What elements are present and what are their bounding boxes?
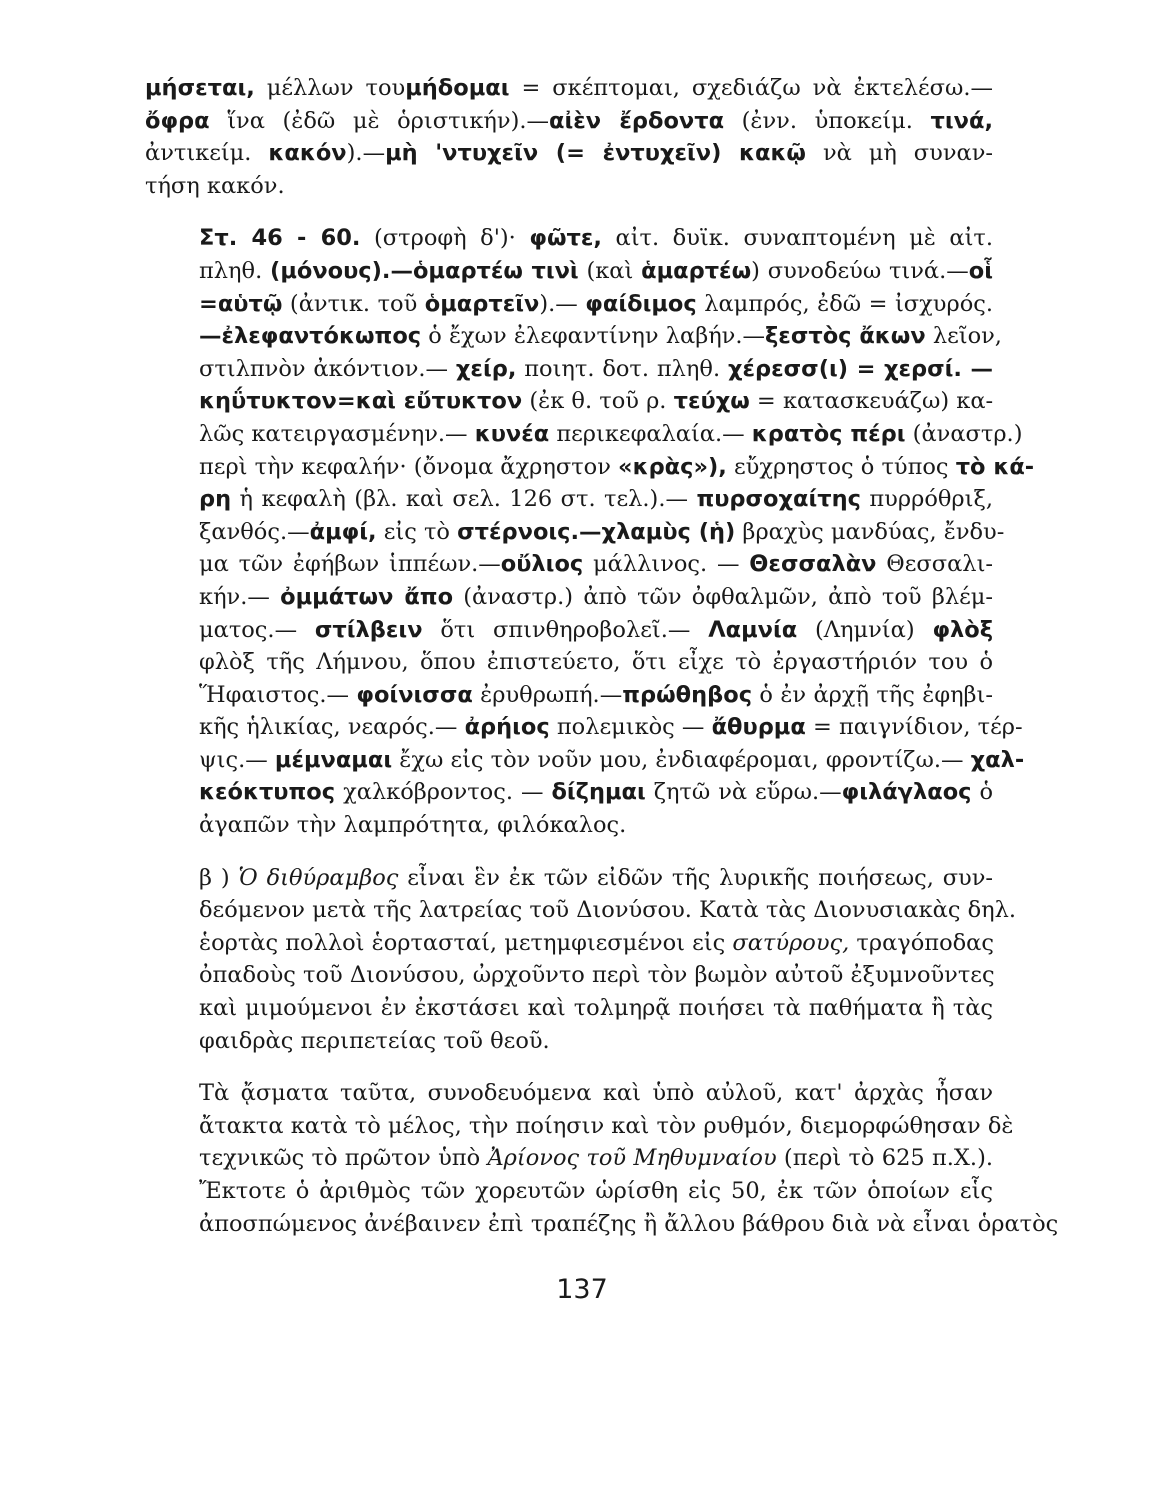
term: φιλάγλαος bbox=[841, 779, 972, 806]
text: ματος.— bbox=[199, 616, 298, 643]
text-line bbox=[145, 581, 993, 614]
term: ἁμαρτέω bbox=[641, 257, 752, 284]
page-number: 137 bbox=[556, 1274, 608, 1305]
term: μέμναμαι bbox=[274, 746, 393, 773]
term: =αὑτῷ bbox=[199, 290, 283, 317]
term: μήδομαι bbox=[405, 75, 510, 101]
text: περικεφαλαία.— bbox=[549, 420, 745, 447]
term: κεόκτυπος bbox=[199, 779, 336, 806]
text-line bbox=[145, 255, 993, 288]
text-line bbox=[145, 711, 1023, 744]
term: τεύχω bbox=[673, 388, 750, 415]
body-paragraph-songs bbox=[145, 1077, 1059, 1240]
term: οὔλιος bbox=[500, 551, 584, 578]
text-line bbox=[145, 170, 993, 203]
text-line bbox=[145, 418, 1023, 451]
text: μα τῶν ἐφήβων ἱππέων.— bbox=[199, 551, 501, 578]
text: φλὸξ τῆς Λήμνου, ὅπου ἐπιστεύετο, ὅτι εἶχε τὸ ἐργαστήριόν του ὁ bbox=[199, 649, 993, 676]
text-line bbox=[145, 862, 993, 895]
term: πυρσοχαίτης bbox=[696, 486, 861, 513]
text: ἔχω εἰς τὸν νοῦν μου, ἐνδιαφέρομαι, φροντίζω.— bbox=[392, 746, 964, 773]
text: (ἐκ θ. τοῦ ρ. bbox=[522, 388, 667, 415]
text: λεῖον, bbox=[925, 323, 1002, 350]
text-line bbox=[145, 516, 1005, 549]
text: β ) bbox=[199, 864, 239, 891]
term: τὸ κά- bbox=[955, 453, 1035, 480]
text-line bbox=[145, 776, 993, 809]
text: ἵνα (ἐδῶ μὲ ὁριστικήν).— bbox=[209, 107, 550, 134]
text: τραγόποδας bbox=[849, 929, 994, 956]
text: ἑορτὰς πολλοὶ ἑορτασταί, μετημφιεσμένοι εἰς bbox=[199, 929, 726, 956]
text-line bbox=[145, 1077, 993, 1110]
term: ὄφρα bbox=[145, 107, 210, 134]
text: Ἥφαιστος.— bbox=[199, 681, 349, 708]
text: ἀγαπῶν τὴν λαμπρότητα, φιλόκαλος. bbox=[199, 812, 627, 839]
text: Ἔκτοτε ὁ ἀριθμὸς τῶν χορευτῶν ὡρίσθη εἰς 50, ἐκ τῶν ὁποίων εἷς bbox=[199, 1178, 993, 1204]
term: φαίδιμος bbox=[585, 290, 697, 317]
glossary-paragraph-1 bbox=[145, 72, 993, 202]
italic-term: Ὁ διθύραμβος bbox=[238, 864, 399, 891]
text-line bbox=[145, 744, 1025, 777]
text: ἄτακτα κατὰ τὸ μέλος, τὴν ποίησιν καὶ τὸν ρυθμόν, διεμορφώθησαν δὲ bbox=[199, 1112, 1014, 1139]
text-line bbox=[145, 894, 1017, 927]
italic-term: Ἀρίονος τοῦ Μηθυμναίου bbox=[487, 1145, 777, 1172]
term: οἷ bbox=[968, 257, 994, 284]
term: ὀμμάτων ἄπο bbox=[280, 583, 454, 610]
term: κυνέα bbox=[474, 420, 550, 447]
term: τινά, bbox=[930, 107, 993, 134]
term: χείρ, bbox=[455, 355, 517, 382]
term: δίζημαι bbox=[551, 779, 646, 806]
text: λῶς κατειργασμένην.— bbox=[199, 420, 468, 447]
body-paragraph-dithyramb bbox=[145, 862, 1017, 1058]
text: βραχὺς μανδύας, ἔνδυ- bbox=[735, 518, 1005, 545]
text-line bbox=[145, 992, 993, 1025]
text: φαιδρὰς περιπετείας τοῦ θεοῦ. bbox=[199, 1027, 550, 1054]
term: ἀμφί, bbox=[309, 518, 377, 545]
term: κηΰτυκτον=καὶ εὔτυκτον bbox=[199, 388, 523, 415]
page-content bbox=[145, 72, 1059, 1240]
text: (ἀναστρ.) ἀπὸ τῶν ὀφθαλμῶν, ἀπὸ τοῦ βλέμ- bbox=[453, 583, 993, 610]
term: μήσεται, bbox=[145, 75, 255, 101]
text: ).— bbox=[346, 140, 386, 167]
term: ἄθυρμα bbox=[711, 714, 806, 741]
term: κρατὸς πέρι bbox=[751, 420, 906, 447]
text-line bbox=[145, 105, 993, 138]
text-line bbox=[145, 1175, 993, 1208]
text: εἰς τὸ bbox=[376, 518, 450, 545]
text: πληθ. bbox=[199, 257, 263, 284]
term: κακόν bbox=[268, 140, 347, 167]
text: ἡ κεφαλὴ (βλ. καὶ σελ. 126 στ. τελ.).— bbox=[231, 486, 688, 513]
glossary-paragraph-2 bbox=[145, 222, 1035, 841]
text-line bbox=[145, 927, 993, 960]
text: (Λημνία) bbox=[797, 616, 915, 643]
text: ἀποσπώμενος ἀνέβαινεν ἐπὶ τραπέζης ἢ ἄλλου βάθρου διὰ νὰ εἶναι ὁρατὸς bbox=[199, 1210, 1059, 1237]
text: αἰτ. δυϊκ. συναπτομένη μὲ αἰτ. bbox=[601, 225, 993, 252]
term: πρώθηβος bbox=[622, 681, 753, 708]
text: καὶ μιμούμενοι ἐν ἐκστάσει καὶ τολμηρᾷ ποιήσει τὰ παθήματα ἢ τὰς bbox=[199, 995, 993, 1022]
text: περὶ τὴν κεφαλήν· (ὄνομα ἄχρηστον bbox=[199, 453, 611, 480]
term: αἰὲν ἔρδοντα bbox=[549, 107, 725, 134]
text: ὅτι σπινθηροβολεῖ.— bbox=[422, 616, 691, 643]
text: ).— bbox=[539, 290, 578, 317]
term: (μόνους).—ὁμαρτέω τινὶ bbox=[270, 257, 579, 284]
text-line bbox=[145, 222, 993, 255]
text-line bbox=[145, 288, 993, 321]
text: χαλκόβροντος. — bbox=[335, 779, 544, 806]
text: ψις.— bbox=[199, 746, 268, 773]
text: ἐρυθρωπή.— bbox=[472, 681, 623, 708]
text-line bbox=[145, 1110, 1014, 1143]
italic-term: σατύρους, bbox=[732, 929, 850, 956]
text: κήν.— bbox=[199, 583, 270, 610]
term: στίλβειν bbox=[314, 616, 423, 643]
text-line bbox=[145, 959, 993, 992]
text: ζητῶ νὰ εὕρω.— bbox=[645, 779, 842, 806]
text: εἶναι ἓν ἐκ τῶν εἰδῶν τῆς λυρικῆς ποιήσεως, συν- bbox=[398, 864, 994, 891]
text: (ἀναστρ.) bbox=[905, 420, 1023, 447]
text: κῆς ἡλικίας, νεαρός.— bbox=[199, 714, 458, 741]
text: ὀπαδοὺς τοῦ Διονύσου, ὠρχοῦντο περὶ τὸν βωμὸν αὐτοῦ ἐξυμνοῦντες bbox=[199, 962, 995, 989]
term: φῶτε, bbox=[529, 225, 602, 252]
text: πυρρόθριξ, bbox=[860, 486, 994, 513]
term: φοίνισσα bbox=[356, 681, 473, 708]
text: = σκέπτομαι, σχεδιάζω νὰ ἐκτελέσω.— bbox=[509, 75, 994, 101]
text: ὁ ἐν ἀρχῇ τῆς ἐφηβι- bbox=[752, 681, 993, 708]
text-line bbox=[145, 320, 1002, 353]
text: ἀντικείμ. bbox=[145, 140, 252, 167]
text: πολεμικὸς — bbox=[549, 714, 705, 741]
term: ἀρήιος bbox=[464, 714, 550, 741]
text: (στροφὴ δ')· bbox=[360, 225, 516, 252]
text: νὰ μὴ συναν- bbox=[806, 140, 993, 167]
text-line bbox=[145, 679, 993, 712]
text-line bbox=[145, 1208, 1059, 1241]
text: (καὶ bbox=[578, 257, 634, 284]
text-line bbox=[145, 548, 993, 581]
term: φλὸξ bbox=[932, 616, 994, 643]
text: ξανθός.— bbox=[199, 518, 310, 545]
text-line bbox=[145, 137, 993, 170]
text-line bbox=[145, 1142, 993, 1175]
text: δεόμενον μετὰ τῆς λατρείας τοῦ Διονύσου. Κατὰ τὰς Διονυσιακὰς δηλ. bbox=[199, 897, 1017, 924]
term: στέρνοις.—χλαμὺς (ἡ) bbox=[457, 518, 736, 545]
term: ρη bbox=[199, 486, 232, 513]
term: ὁμαρτεῖν bbox=[424, 290, 540, 317]
text: Θεσσαλι- bbox=[876, 551, 993, 578]
term: ξεστὸς ἄκων bbox=[765, 323, 926, 350]
text: τεχνικῶς τὸ πρῶτον ὑπὸ bbox=[199, 1145, 481, 1172]
text-line bbox=[145, 385, 993, 418]
text: (ἀντικ. τοῦ bbox=[282, 290, 418, 317]
text-line bbox=[145, 353, 993, 386]
text: ) συνοδεύω τινά.— bbox=[751, 257, 969, 284]
text: λαμπρός, ἐδῶ = ἰσχυρός. bbox=[696, 290, 993, 317]
text: = παιγνίδιον, τέρ- bbox=[805, 714, 1023, 741]
text-line bbox=[145, 646, 993, 679]
text: στιλπνὸν ἀκόντιον.— bbox=[199, 355, 449, 382]
text-line bbox=[145, 72, 993, 105]
text-line bbox=[145, 809, 993, 842]
text-line bbox=[145, 614, 993, 647]
term: χαλ- bbox=[970, 746, 1025, 773]
text: μάλλινος. — bbox=[583, 551, 740, 578]
term: Θεσσαλὰν bbox=[749, 551, 877, 578]
text: (ἐνν. ὑποκείμ. bbox=[724, 107, 913, 134]
term: Λαμνία bbox=[708, 616, 798, 643]
text-line bbox=[145, 451, 1035, 484]
text: Τὰ ᾄσματα ταῦτα, συνοδευόμενα καὶ ὑπὸ αὐλοῦ, κατ' ἀρχὰς ἦσαν bbox=[199, 1080, 993, 1107]
text: τήση κακόν. bbox=[145, 172, 285, 199]
term: μὴ 'ντυχεῖν (= ἐντυχεῖν) κακῷ bbox=[385, 140, 806, 167]
text: ποιητ. δοτ. πληθ. bbox=[516, 355, 721, 382]
text-line bbox=[145, 1025, 993, 1058]
text: μέλλων του bbox=[254, 75, 406, 101]
text: (περὶ τὸ 625 π.Χ.). bbox=[776, 1145, 994, 1172]
term: «κρὰς»), bbox=[618, 453, 727, 480]
term: —ἐλεφαντόκωπος bbox=[199, 323, 422, 350]
text-line bbox=[145, 483, 993, 516]
text: εὔχρηστος ὁ τύπος bbox=[726, 453, 949, 480]
text: ὁ bbox=[971, 779, 994, 806]
term: χέρεσσ(ι) = χερσί. — bbox=[727, 355, 993, 382]
text: ὁ ἔχων ἐλεφαντίνην λαβήν.— bbox=[421, 323, 766, 350]
text: = κατασκευάζω) κα- bbox=[749, 388, 994, 415]
verse-range: Στ. 46 - 60. bbox=[199, 225, 361, 252]
